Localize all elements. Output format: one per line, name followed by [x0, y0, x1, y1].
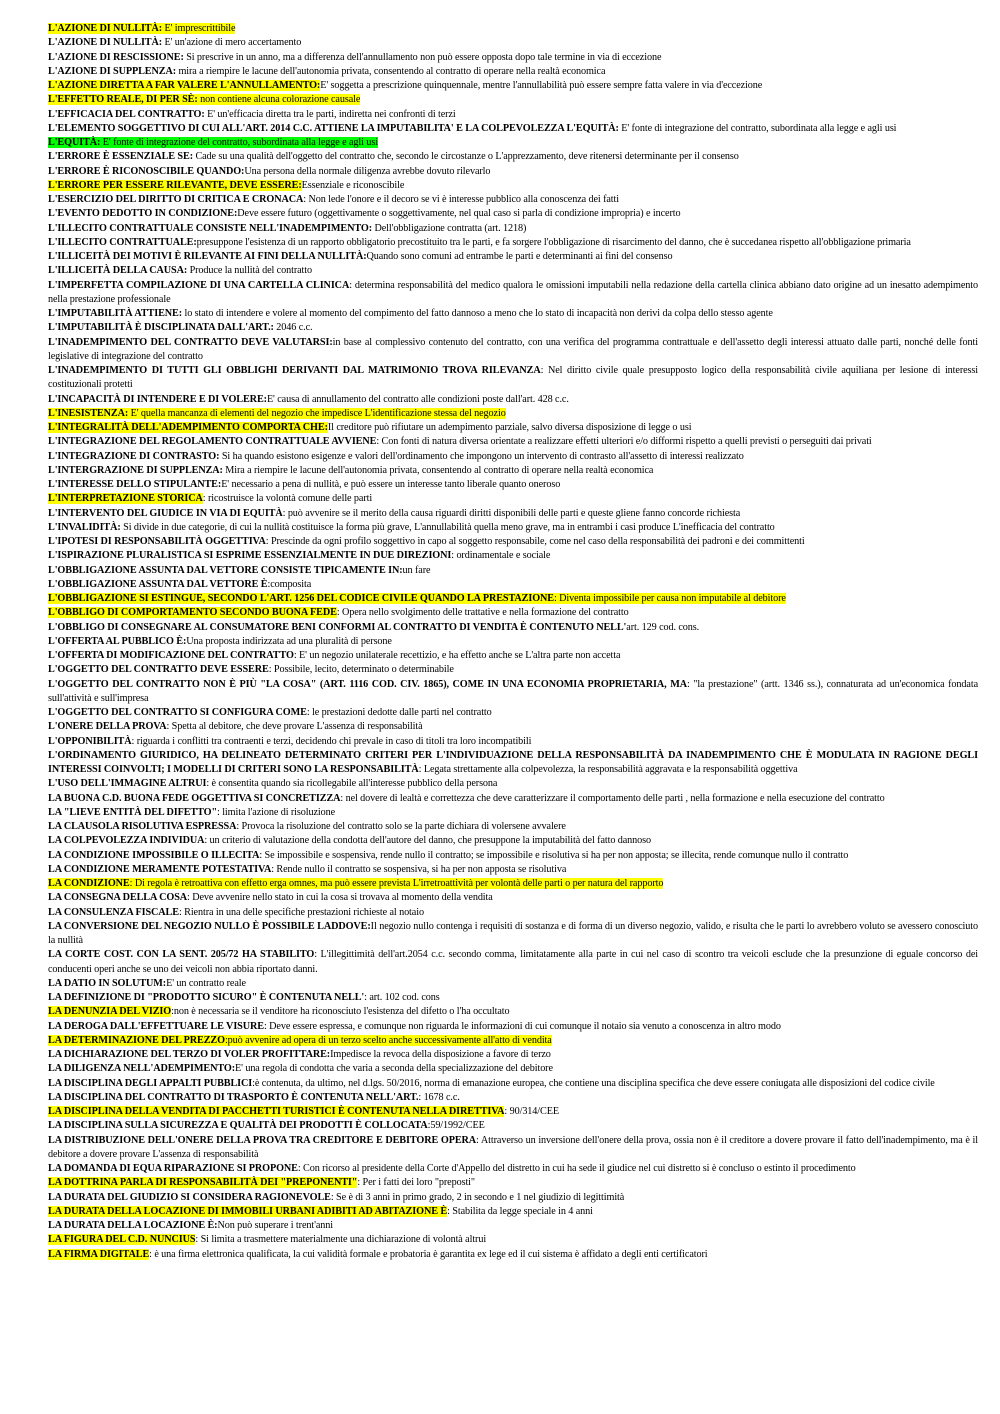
- glossary-definition: : Rientra in una delle specifiche prestazioni richieste al notaio: [178, 906, 424, 918]
- glossary-definition: : 90/314/CEE: [504, 1106, 559, 1117]
- glossary-entry: [48, 236, 978, 250]
- glossary-entry: [48, 1119, 978, 1133]
- glossary-term: LA DISCIPLINA DELLA VENDITA DI PACCHETTI TURISTICI È CONTENUTA NELLA DIRETTIVA: [48, 1106, 505, 1117]
- glossary-term: L'INADEMPIMENTO DEL CONTRATTO DEVE VALUTARSI:: [48, 336, 333, 348]
- glossary-term: LA DILIGENZA NELL'ADEMPIMENTO:: [48, 1063, 236, 1075]
- glossary-document: [48, 22, 978, 1262]
- glossary-definition: : un criterio di valutazione della condotta dell'autore del danno, che presuppone la imputabilità del fatto dannoso: [204, 835, 652, 847]
- glossary-definition: :è contenuta, da ultimo, nel d.lgs. 50/2016, norma di emanazione europea, che contiene una disciplina specifica che deve essere coniugata alle disposizioni del codice civile: [252, 1077, 935, 1089]
- glossary-definition: : Spetta al debitore, che deve provare L'assenza di responsabilità: [166, 721, 423, 733]
- glossary-entry: [48, 549, 978, 563]
- glossary-term: L'ELEMENTO SOGGETTIVO DI CUI ALL'ART. 2014 C.C. ATTIENE LA IMPUTABILITA' E LA COLPEVOLEZZA L'EQUITÀ:: [48, 122, 622, 134]
- glossary-entry: [48, 1077, 978, 1091]
- glossary-term: L'OPPONIBILITÀ: [48, 735, 132, 747]
- glossary-definition: Si prescrive in un anno, ma a differenza dell'annullamento non può essere opposta dopo tale termine in via di eccezione: [186, 51, 662, 63]
- glossary-definition: : Provoca la risoluzione del contratto solo se la parte dichiara di volersene avvalere: [236, 821, 566, 832]
- glossary-definition: non contiene alcuna colorazione causale: [200, 94, 361, 106]
- glossary-definition: Si ha quando esistono esigenze e valori dell'ordinamento che impongono un intervento di contrasto all'assetto di interessi realizzato: [221, 450, 744, 462]
- glossary-entry: [48, 478, 978, 492]
- glossary-entry: [48, 179, 978, 193]
- glossary-definition: :composita: [267, 578, 312, 590]
- glossary-definition: :59/1992/CEE: [427, 1120, 485, 1132]
- glossary-term: LA FIRMA DIGITALE: [48, 1248, 150, 1260]
- glossary-definition: Il creditore può rifiutare un adempimento parziale, salvo diversa disposizione di legge o usi: [327, 422, 692, 433]
- glossary-definition: : Nel diritto civile quale presupposto logico della responsabilità civile aquiliana per lesione di interessi costituzionali protetti: [48, 365, 978, 391]
- glossary-definition: E' causa di annullamento del contratto alle condizioni poste dall'art. 428 c.c.: [266, 393, 569, 405]
- glossary-definition: Impedisce la revoca della disposizione a favore di terzo: [330, 1049, 551, 1060]
- glossary-term: L'INVALIDITÀ:: [48, 521, 124, 533]
- glossary-definition: : Possibile, lecito, determinato o determinabile: [268, 664, 454, 676]
- glossary-entry: [48, 450, 978, 464]
- glossary-term: L'INCAPACITÀ DI INTENDERE E DI VOLERE:: [48, 393, 267, 405]
- glossary-entry: [48, 720, 978, 734]
- glossary-entry: [48, 222, 978, 236]
- glossary-term: LA CLAUSOLA RISOLUTIVA ESPRESSA: [48, 821, 237, 832]
- glossary-definition: E' fonte di integrazione del contratto, subordinata alla legge e agli usi: [621, 122, 897, 134]
- glossary-entry: [48, 777, 978, 791]
- glossary-term: LA CORTE COST. CON LA SENT. 205/72 HA STABILITO: [48, 949, 315, 961]
- glossary-term: L'INTEGRAZIONE DI CONTRASTO:: [48, 450, 222, 462]
- glossary-entry: [48, 1233, 978, 1247]
- glossary-term: L'IMPUTABILITÀ ATTIENE:: [48, 308, 185, 319]
- glossary-definition: : riguarda i conflitti tra contraenti e terzi, decidendo chi prevale in caso di titoli tra loro incompatibili: [131, 735, 532, 747]
- glossary-entry: [48, 649, 978, 663]
- glossary-definition: E' un'efficacia diretta tra le parti, indiretta nei confronti di terzi: [207, 108, 456, 120]
- glossary-entry: [48, 906, 978, 920]
- glossary-entry: [48, 36, 978, 50]
- glossary-definition: : "la prestazione" (artt. 1346 ss.), connaturata ad un'economica fondata sull'attività e sull'impresa: [48, 678, 978, 704]
- glossary-term: L'AZIONE DI NULLITÀ:: [48, 37, 165, 49]
- glossary-term: LA DURATA DELLA LOCAZIONE DI IMMOBILI URBANI ADIBITI AD ABITAZIONE È: [48, 1205, 448, 1217]
- glossary-entry: [48, 891, 978, 905]
- glossary-term: L'ILLICEITÀ DEI MOTIVI È RILEVANTE AI FINI DELLA NULLITÀ:: [48, 251, 367, 262]
- glossary-definition: : L'illegittimità dell'art.2054 c.c. secondo comma, limitatamente alla parte in cui nel caso di scontro tra veicoli esclude che la presunzione di eguale concorso dei conducenti operi anche se uno dei veicoli non abbia riportato danni.: [48, 949, 978, 975]
- glossary-definition: : limita l'azione di risoluzione: [217, 806, 336, 818]
- glossary-term: L'AZIONE DI RESCISSIONE:: [48, 51, 187, 63]
- glossary-term: L'AZIONE DIRETTA A FAR VALERE L'ANNULLAMENTO:: [48, 80, 321, 91]
- glossary-definition: Quando sono comuni ad entrambe le parti e determinanti ai fini del consenso: [366, 251, 673, 262]
- glossary-term: L'INTERVENTO DEL GIUDICE IN VIA DI EQUITÀ: [48, 507, 283, 519]
- glossary-entry: [48, 578, 978, 592]
- glossary-entry: [48, 321, 978, 335]
- glossary-entry: [48, 948, 978, 977]
- glossary-entry: [48, 264, 978, 278]
- glossary-term: L'ERRORE PER ESSERE RILEVANTE, DEVE ESSERE:: [48, 179, 302, 191]
- glossary-definition: : può avvenire se il merito della causa riguardi diritti disponibili delle parti e queste gliene fanno concorde richiesta: [282, 507, 741, 519]
- glossary-term: LA DEROGA DALL'EFFETTUARE LE VISURE: [48, 1020, 264, 1032]
- glossary-definition: Una proposta indirizzata ad una pluralità di persone: [186, 635, 392, 647]
- glossary-definition: : Con ricorso al presidente della Corte d'Appello del distretto in cui ha sede il giudice nel cui distretto si è concluso o estinto il procedimento: [297, 1163, 856, 1174]
- glossary-entry: [48, 193, 978, 207]
- glossary-definition: : Diventa impossibile per causa non imputabile al debitore: [554, 593, 786, 604]
- glossary-entry: [48, 1105, 978, 1119]
- glossary-entry: [48, 663, 978, 677]
- glossary-term: L'USO DELL'IMMAGINE ALTRUI: [48, 778, 207, 790]
- glossary-term: L'OFFERTA DI MODIFICAZIONE DEL CONTRATTO: [48, 650, 294, 661]
- glossary-entry: [48, 279, 978, 308]
- glossary-term: L'ESERCIZIO DEL DIRITTO DI CRITICA E CRONACA: [48, 194, 304, 205]
- glossary-definition: : Con fonti di natura diversa orientate a realizzare effetti ulteriori e/o difformi rispetto a quelli previsti o perseguiti dai privati: [376, 436, 872, 448]
- glossary-term: LA DOTTRINA PARLA DI RESPONSABILITÀ DEI "PREPONENTI": [48, 1177, 358, 1189]
- glossary-entry: [48, 535, 978, 549]
- glossary-term: L'IMPUTABILITÀ È DISCIPLINATA DALL'ART.:: [48, 322, 277, 334]
- glossary-entry: [48, 492, 978, 506]
- glossary-entry: [48, 122, 978, 136]
- glossary-definition: presuppone l'esistenza di un rapporto obbligatorio precostituito tra le parti, e fa sorgere l'obbligazione di risarcimento del danno, che è succedanea rispetto all'obbligazione primaria: [196, 236, 911, 248]
- glossary-term: L'IMPERFETTA COMPILAZIONE DI UNA CARTELLA CLINICA: [48, 279, 350, 291]
- glossary-term: L'OGGETTO DEL CONTRATTO SI CONFIGURA COME: [48, 707, 307, 718]
- glossary-term: L'ORDINAMENTO GIURIDICO, HA DELINEATO DETERMINATO CRITERI PER L'INDIVIDUAZIONE DELLA RESPONSABILITÀ DA INADEMPIMENTO CHE È MODULATA IN RAGIONE DEGLI INTERESSI COINVOLTI; I MODELLI DI CRITERI SONO LA RESPONSABILITÀ: [48, 749, 978, 775]
- glossary-definition: Essenziale e riconoscibile: [301, 179, 405, 191]
- glossary-entry: [48, 1062, 978, 1076]
- glossary-entry: [48, 977, 978, 991]
- glossary-definition: : nel dovere di lealtà e correttezza che deve caratterizzare il comportamento delle parti , nella formazione e nella esecuzione del contratto: [340, 792, 885, 804]
- glossary-definition: E' fonte di integrazione del contratto, subordinata alla legge e agli usi: [102, 137, 378, 148]
- glossary-term: LA DICHIARAZIONE DEL TERZO DI VOLER PROFITTARE:: [48, 1049, 331, 1060]
- glossary-definition: E' quella mancanza di elementi del negozio che impedisce L'identificazione stessa del negozio: [130, 407, 506, 419]
- glossary-entry: [48, 706, 978, 720]
- glossary-term: L'EFFICACIA DEL CONTRATTO:: [48, 108, 208, 120]
- glossary-definition: in base al complessivo contenuto del contratto, con una verifica del programma contrattuale e dell'assetto degli interessi attuato dalle parti, nonché delle fonti legislative di integrazione del contratto: [48, 336, 978, 362]
- glossary-entry: [48, 165, 978, 179]
- glossary-term: LA DOMANDA DI EQUA RIPARAZIONE SI PROPONE: [48, 1163, 298, 1174]
- glossary-term: L'EFFETTO REALE, DI PER SÈ:: [48, 94, 201, 106]
- glossary-definition: Deve essere futuro (oggettivamente o soggettivamente, nel qual caso si parla di condizione impropria) e incerto: [237, 208, 681, 220]
- glossary-definition: Una persona della normale diligenza avrebbe dovuto rilevarlo: [244, 165, 491, 177]
- glossary-entry: [48, 806, 978, 820]
- glossary-term: LA DISCIPLINA SULLA SICUREZZA E QUALITÀ DEI PRODOTTI È COLLOCATA: [48, 1120, 428, 1132]
- glossary-definition: :non è necessaria se il venditore ha riconosciuto l'esistenza del difetto o l'ha occultato: [171, 1006, 510, 1018]
- glossary-definition: E' un'azione di mero accertamento: [164, 37, 302, 49]
- glossary-entry: [48, 1005, 978, 1019]
- glossary-entry: [48, 1191, 978, 1205]
- glossary-definition: Si divide in due categorie, di cui la nullità costituisce la forma più grave, L'annullabilità quella meno grave, ma in entrambi i casi produce L'inefficacia del contratto: [123, 521, 775, 533]
- glossary-term: LA CONVERSIONE DEL NEGOZIO NULLO È POSSIBILE LADDOVE:: [48, 920, 371, 932]
- glossary-definition: Mira a riempire le lacune dell'autonomia privata, consentendo al contratto di operare nella realtà economica: [225, 464, 654, 476]
- glossary-definition: :può avvenire ad opera di un terzo scelto anche successivamente all'atto di vendita: [224, 1034, 552, 1046]
- glossary-entry: [48, 507, 978, 521]
- glossary-entry: [48, 364, 978, 393]
- glossary-term: LA CONDIZIONE: [48, 878, 130, 889]
- glossary-term: L'OBBLIGAZIONE ASSUNTA DAL VETTORE CONSISTE TIPICAMENTE IN:: [48, 564, 403, 576]
- glossary-term: L'OBBLIGO DI COMPORTAMENTO SECONDO BUONA FEDE: [48, 607, 337, 619]
- glossary-term: L'AZIONE DI NULLITÀ:: [48, 23, 165, 34]
- glossary-definition: E' soggetta a prescrizione quinquennale, mentre l'annullabilità può essere sempre fatta valere in via d'eccezione: [320, 80, 763, 91]
- glossary-entry: [48, 421, 978, 435]
- glossary-entry: [48, 621, 978, 635]
- glossary-term: LA CONDIZIONE MERAMENTE POTESTATIVA: [48, 863, 272, 875]
- glossary-term: LA DURATA DELLA LOCAZIONE È:: [48, 1220, 218, 1231]
- glossary-term: L'EVENTO DEDOTTO IN CONDIZIONE:: [48, 208, 238, 220]
- glossary-definition: mira a riempire le lacune dell'autonomia privata, consentendo al contratto di operare nella realtà economica: [178, 65, 606, 77]
- glossary-term: LA DETERMINAZIONE DEL PREZZO: [48, 1034, 225, 1046]
- glossary-entry: [48, 792, 978, 806]
- glossary-term: LA CONDIZIONE IMPOSSIBILE O ILLECITA: [48, 849, 260, 861]
- glossary-definition: art. 129 cod. cons.: [626, 621, 700, 633]
- glossary-definition: E' necessario a pena di nullità, e può essere un interesse tanto liberale quanto oneroso: [221, 479, 561, 490]
- glossary-entry: [48, 521, 978, 535]
- glossary-entry: [48, 564, 978, 578]
- glossary-term: L'ISPIRAZIONE PLURALISTICA SI ESPRIME ESSENZIALMENTE IN DUE DIREZIONI: [48, 550, 452, 562]
- glossary-entry: [48, 407, 978, 421]
- glossary-term: L'INTERGRAZIONE DI SUPPLENZA:: [48, 464, 226, 476]
- glossary-entry: [48, 749, 978, 778]
- glossary-term: L'ILLECITO CONTRATTUALE:: [48, 236, 197, 248]
- glossary-term: LA CONSEGNA DELLA COSA: [48, 892, 188, 904]
- glossary-definition: lo stato di intendere e volere al momento del compimento del fatto dannoso a meno che lo stato di incapacità non derivi da colpa dello stesso agente: [184, 308, 773, 319]
- glossary-term: LA DATIO IN SOLUTUM:: [48, 977, 167, 989]
- glossary-definition: : ricostruisce la volontà comune delle parti: [202, 493, 373, 505]
- glossary-entry: [48, 336, 978, 365]
- glossary-entry: [48, 136, 978, 150]
- glossary-definition: : Di regola è retroattiva con effetto erga omnes, ma può essere prevista L'irretroattività per volontà delle parti o per natura del rapporto: [129, 878, 664, 889]
- glossary-term: L'IPOTESI DI RESPONSABILITÀ OGGETTIVA: [48, 536, 266, 547]
- glossary-entry: [48, 393, 978, 407]
- glossary-entry: [48, 920, 978, 949]
- glossary-definition: : Non lede l'onore e il decoro se vi è interesse pubblico alla conoscenza dei fatti: [303, 194, 620, 205]
- glossary-term: LA "LIEVE ENTITÀ DEL DIFETTO": [48, 806, 218, 818]
- glossary-entry: [48, 250, 978, 264]
- glossary-definition: un fare: [402, 564, 431, 576]
- glossary-definition: : le prestazioni dedotte dalle parti nel contratto: [306, 707, 492, 718]
- glossary-entry: [48, 834, 978, 848]
- glossary-definition: : Deve avvenire nello stato in cui la cosa si trovava al momento della vendita: [187, 892, 493, 904]
- glossary-entry: [48, 678, 978, 707]
- glossary-definition: : E' un negozio unilaterale recettizio, e ha effetto anche se L'altra parte non accetta: [293, 650, 621, 661]
- glossary-term: L'ONERE DELLA PROVA: [48, 721, 167, 733]
- glossary-entry: [48, 606, 978, 620]
- glossary-definition: : art. 102 cod. cons: [364, 992, 440, 1003]
- glossary-term: LA BUONA C.D. BUONA FEDE OGGETTIVA SI CONCRETIZZA: [48, 792, 341, 804]
- glossary-definition: : determina responsabilità del medico qualora le omissioni imputabili nella redazione della cartella clinica abbiano dato origine ad un inesatto adempimento nella prestazione professionale: [48, 279, 978, 305]
- glossary-entry: [48, 307, 978, 321]
- glossary-definition: : Opera nello svolgimento delle trattative e nella formazione del contratto: [336, 607, 629, 619]
- glossary-entry: [48, 150, 978, 164]
- glossary-entry: [48, 1091, 978, 1105]
- glossary-definition: : Legata strettamente alla colpevolezza, la responsabilità aggravata e la responsabilità oggettiva: [418, 764, 798, 775]
- glossary-definition: : ordinamentale e sociale: [451, 550, 551, 562]
- glossary-entry: [48, 207, 978, 221]
- glossary-term: L'ERRORE È RICONOSCIBILE QUANDO:: [48, 165, 245, 177]
- glossary-term: LA DISCIPLINA DEL CONTRATTO DI TRASPORTO È CONTENUTA NELL'ART.: [48, 1091, 419, 1103]
- glossary-definition: : Rende nullo il contratto se sospensiva, si ha per non apposta se risolutiva: [271, 863, 567, 875]
- glossary-term: LA DISCIPLINA DEGLI APPALTI PUBBLICI: [48, 1077, 253, 1089]
- glossary-entry: [48, 435, 978, 449]
- glossary-definition: : Deve essere espressa, e comunque non riguarda le informazioni di cui comunque il notaio sia venuto a conoscenza in altro modo: [263, 1020, 781, 1032]
- glossary-entry: [48, 1162, 978, 1176]
- glossary-definition: : Si limita a trasmettere materialmente una dichiarazione di volontà altrui: [195, 1234, 487, 1246]
- glossary-term: L'OBBLIGAZIONE SI ESTINGUE, SECONDO L'ART. 1256 DEL CODICE CIVILE QUANDO LA PRESTAZIONE: [48, 593, 554, 604]
- glossary-entry: [48, 464, 978, 478]
- glossary-definition: : è una firma elettronica qualificata, la cui validità formale e probatoria è garantita ex lege ed il cui sistema è affidato a degli enti certificatori: [149, 1248, 708, 1260]
- glossary-entry: [48, 849, 978, 863]
- glossary-entry: [48, 108, 978, 122]
- glossary-term: LA COLPEVOLEZZA INDIVIDUA: [48, 835, 205, 847]
- glossary-definition: Il negozio nullo contenga i requisiti di sostanza e di forma di un diverso negozio, valido, e risulta che le parti lo avrebbero voluto se avessero conosciuto la nullità: [48, 920, 978, 946]
- glossary-entry: [48, 1248, 978, 1262]
- glossary-definition: E' una regola di condotta che varia a seconda della specializzazione del debitore: [235, 1063, 553, 1075]
- glossary-entry: [48, 22, 978, 36]
- glossary-term: L'INTERESSE DELLO STIPULANTE:: [48, 479, 222, 490]
- glossary-term: L'EQUITÀ:: [48, 137, 103, 148]
- glossary-entry: [48, 1020, 978, 1034]
- glossary-definition: : Attraverso un inversione dell'onere della prova, ossia non è il creditore a dovere provare il fatto dell'inadempimento, ma è il debitore a dovere provare L'assenza di responsabilità: [48, 1134, 978, 1160]
- glossary-entry: [48, 79, 978, 93]
- glossary-entry: [48, 1219, 978, 1233]
- glossary-definition: : Se è di 3 anni in primo grado, 2 in secondo e 1 nel giudizio di legittimità: [330, 1191, 625, 1203]
- glossary-term: LA DURATA DEL GIUDIZIO SI CONSIDERA RAGIONEVOLE: [48, 1191, 331, 1203]
- glossary-definition: Non può superare i trent'anni: [217, 1220, 333, 1231]
- glossary-term: L'AZIONE DI SUPPLENZA:: [48, 65, 179, 77]
- glossary-term: L'INTEGRAZIONE DEL REGOLAMENTO CONTRATTUALE AVVIENE: [48, 436, 377, 448]
- glossary-definition: E' imprescrittibile: [164, 23, 236, 34]
- glossary-term: L'OBBLIGAZIONE ASSUNTA DAL VETTORE È: [48, 578, 268, 590]
- glossary-definition: : 1678 c.c.: [418, 1091, 460, 1103]
- glossary-definition: : Stabilita da legge speciale in 4 anni: [447, 1205, 593, 1217]
- glossary-entry: [48, 592, 978, 606]
- glossary-term: L'ILLICEITÀ DELLA CAUSA:: [48, 265, 190, 277]
- glossary-entry: [48, 991, 978, 1005]
- glossary-term: L'OFFERTA AL PUBBLICO È:: [48, 635, 187, 647]
- glossary-term: L'INTERPRETAZIONE STORICA: [48, 493, 203, 505]
- glossary-entry: [48, 877, 978, 891]
- glossary-term: L'OGGETTO DEL CONTRATTO DEVE ESSERE: [48, 664, 269, 676]
- glossary-entry: [48, 1176, 978, 1190]
- glossary-definition: : Prescinde da ogni profilo soggettivo in capo al soggetto responsabile, come nel caso della responsabilità dei padroni e dei committenti: [265, 536, 805, 547]
- glossary-entry: [48, 820, 978, 834]
- glossary-term: L'OGGETTO DEL CONTRATTO NON È PIÙ "LA COSA" (ART. 1116 COD. CIV. 1865), COME IN UNA ECONOMIA PROPRIETARIA, MA: [48, 678, 687, 690]
- glossary-term: LA DEFINIZIONE DI "PRODOTTO SICURO" È CONTENUTA NELL': [48, 992, 365, 1003]
- glossary-term: LA DENUNZIA DEL VIZIO: [48, 1006, 172, 1018]
- glossary-entry: [48, 735, 978, 749]
- glossary-term: L'OBBLIGO DI CONSEGNARE AL CONSUMATORE BENI CONFORMI AL CONTRATTO DI VENDITA È CONTENUTO NELL': [48, 621, 627, 633]
- glossary-term: L'INADEMPIMENTO DI TUTTI GLI OBBLIGHI DERIVANTI DAL MATRIMONIO TROVA RILEVANZA: [48, 365, 541, 376]
- glossary-entry: [48, 635, 978, 649]
- glossary-term: LA CONSULENZA FISCALE: [48, 906, 179, 918]
- glossary-entry: [48, 863, 978, 877]
- glossary-definition: Produce la nullità del contratto: [189, 265, 312, 277]
- glossary-term: L'INTEGRALITÀ DELL'ADEMPIMENTO COMPORTA CHE:: [48, 422, 328, 433]
- glossary-term: L'ERRORE È ESSENZIALE SE:: [48, 151, 196, 163]
- glossary-definition: Cade su una qualità dell'oggetto del contratto che, secondo le circostanze o L'apprezzamento, deve ritenersi determinante per il consenso: [195, 151, 739, 163]
- glossary-definition: 2046 c.c.: [276, 322, 313, 334]
- glossary-term: L'INESISTENZA:: [48, 407, 131, 419]
- glossary-entry: [48, 65, 978, 79]
- glossary-term: LA DISTRIBUZIONE DELL'ONERE DELLA PROVA TRA CREDITORE E DEBITORE OPERA: [48, 1134, 477, 1146]
- glossary-entry: [48, 1034, 978, 1048]
- glossary-entry: [48, 93, 978, 107]
- glossary-term: LA FIGURA DEL C.D. NUNCIUS: [48, 1234, 196, 1246]
- glossary-definition: : Per i fatti dei loro "preposti": [357, 1177, 475, 1189]
- glossary-entry: [48, 1048, 978, 1062]
- glossary-entry: [48, 51, 978, 65]
- glossary-definition: : Se impossibile e sospensiva, rende nullo il contratto; se impossibile e risolutiva si ha per non apposta; se illecita, rende comunque nullo il contratto: [259, 849, 849, 861]
- glossary-entry: [48, 1134, 978, 1163]
- glossary-definition: : è consentita quando sia ricollegabile all'interesse pubblico della persona: [206, 778, 498, 790]
- glossary-entry: [48, 1205, 978, 1219]
- glossary-term: L'ILLECITO CONTRATTUALE CONSISTE NELL'INADEMPIMENTO:: [48, 222, 375, 234]
- glossary-definition: Dell'obbligazione contratta (art. 1218): [374, 222, 527, 234]
- glossary-definition: E' un contratto reale: [166, 977, 246, 989]
